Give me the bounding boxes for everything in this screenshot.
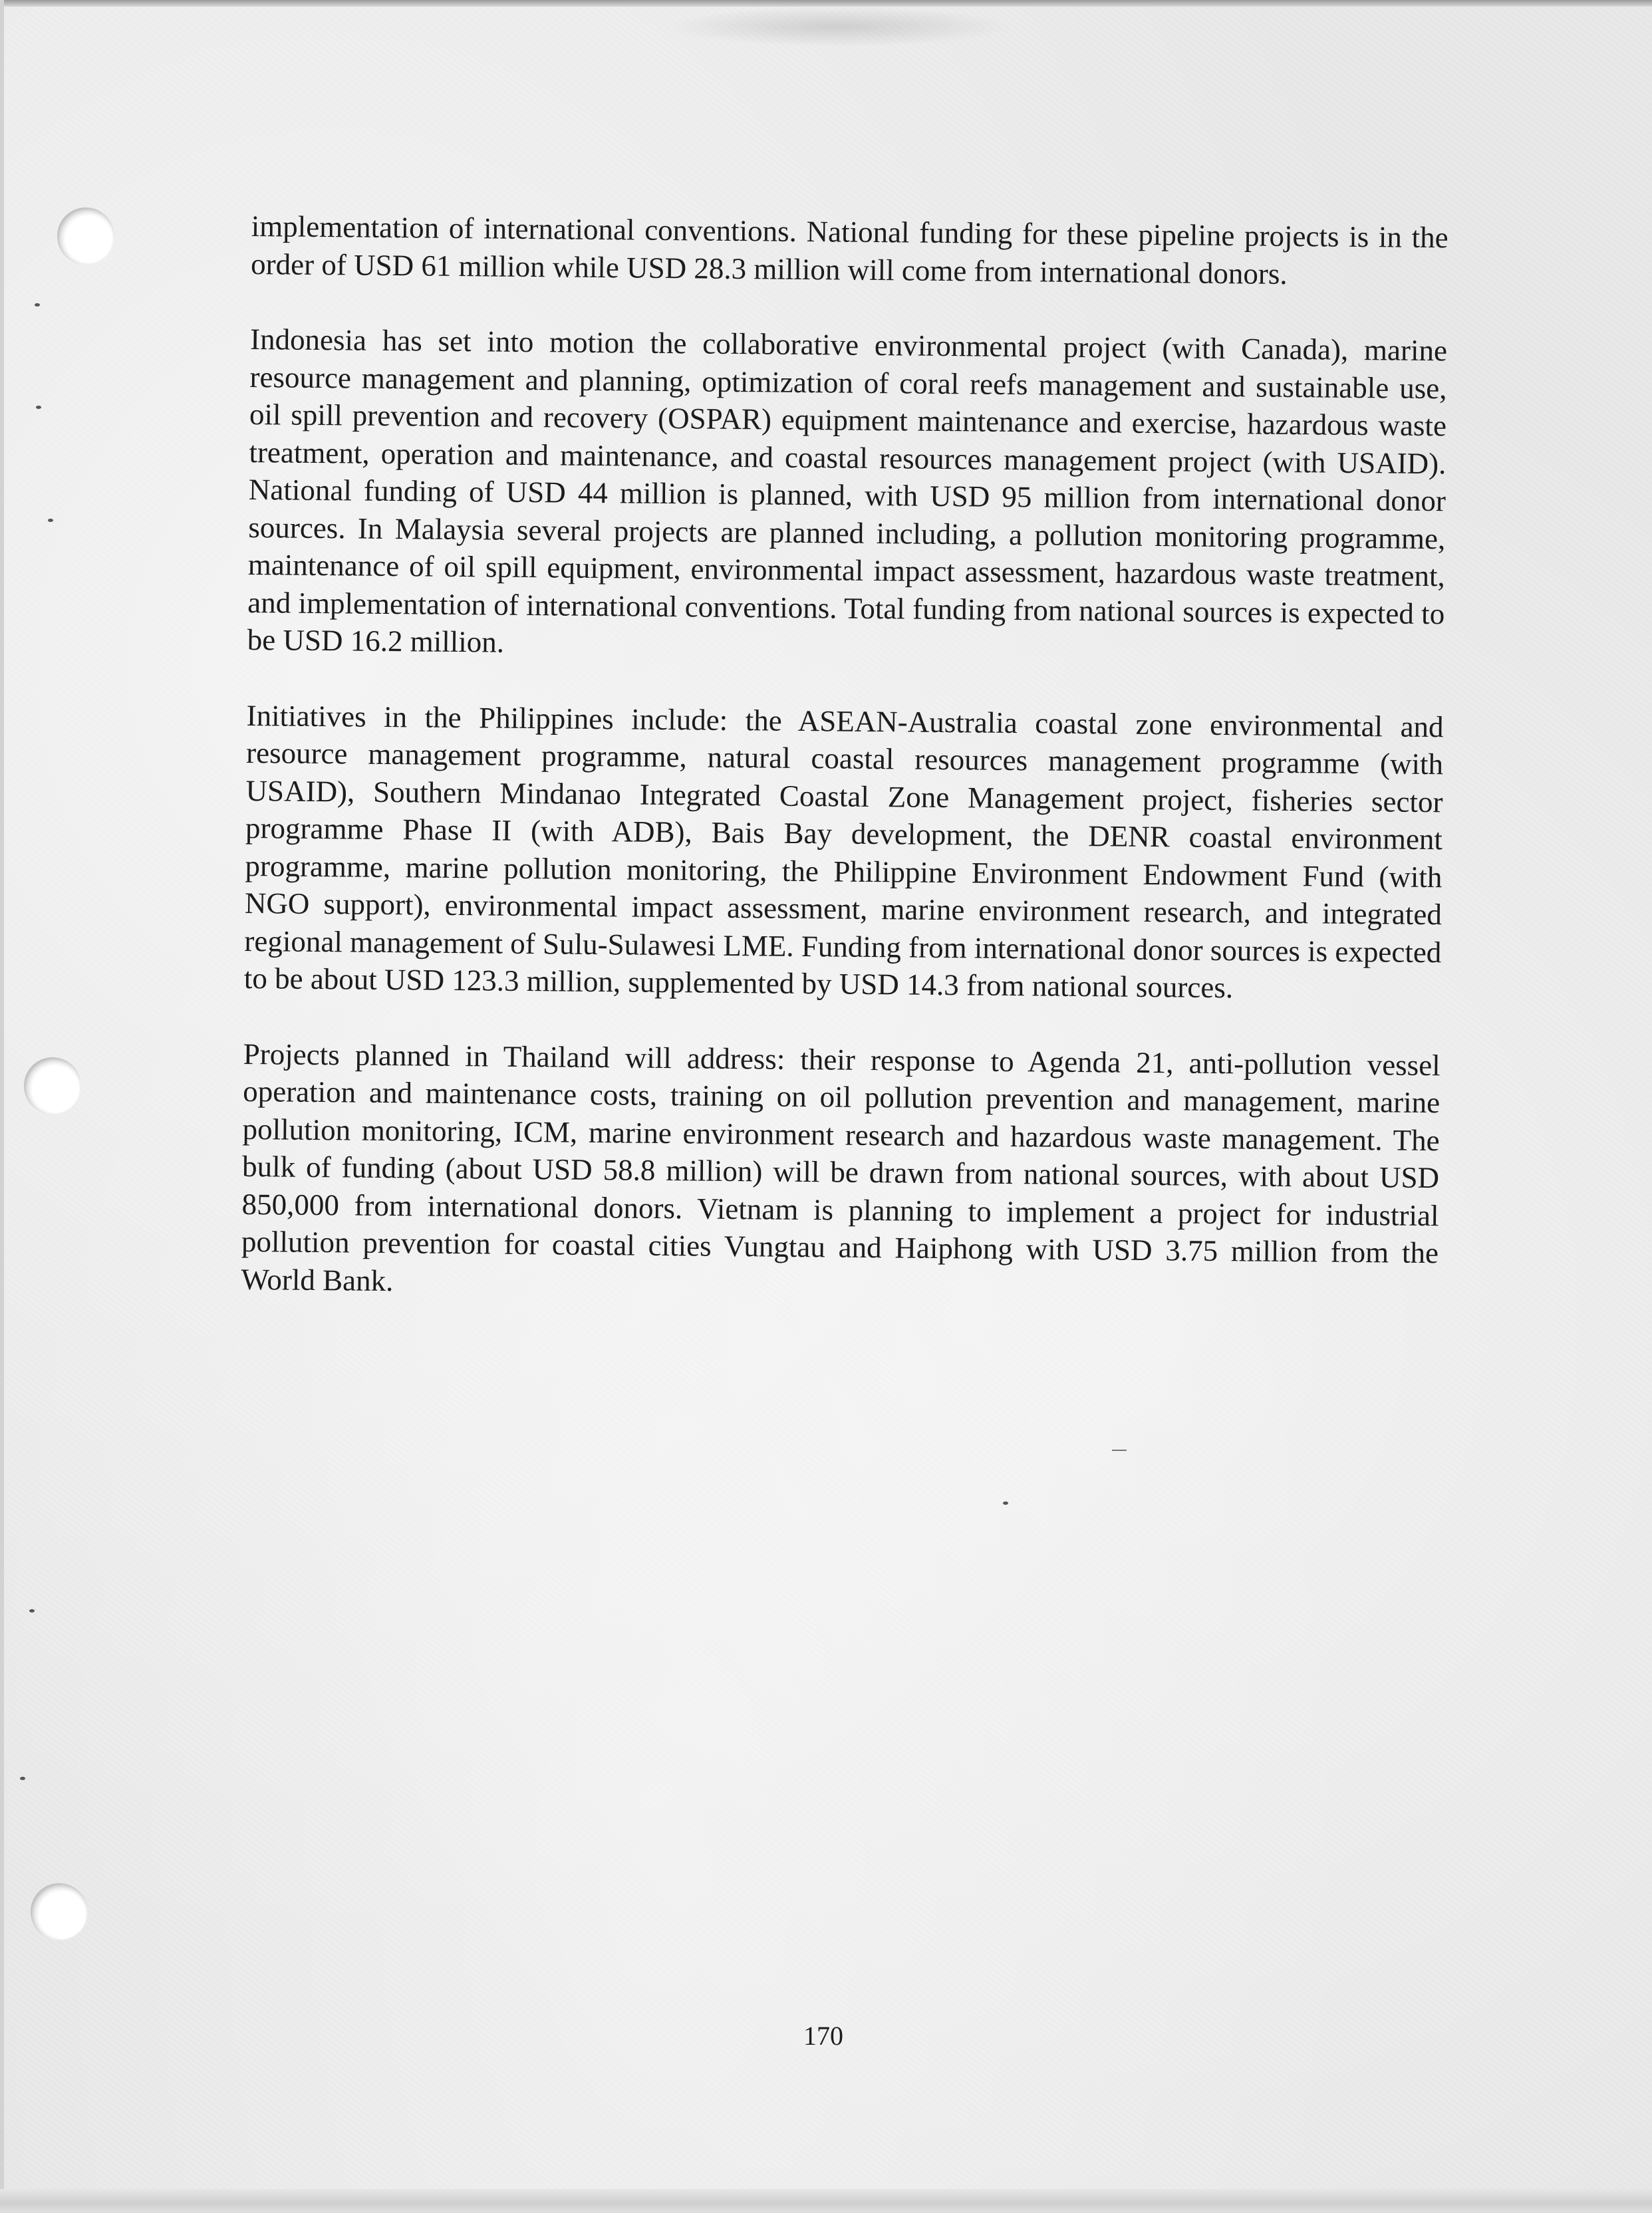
paragraph-thailand-vietnam: Projects planned in Thailand will address: their response to Agenda 21, anti-pollution vessel operation and maintenance costs, training on oil pollution prevention and management, marine pollution monitoring, ICM, marine environment research and hazardous waste management. The bulk of funding (about USD 58.8 million) will be drawn from national sources, with about USD 850,000 from international donors. Vietnam is planning to implement a project for industrial pollution prevention for coastal cities Vungtau and Haiphong with USD 3.75 million from the World Bank. xyxy=(241,1037,1441,1297)
paragraph-indonesia-malaysia: Indonesia has set into motion the collaborative environmental project (with Canada), marine resource management and planning, optimization of coral reefs management and sustainable use, oil spill prevention and recovery (OSPAR) equipment maintenance and exercise, hazardous waste treatment, operation and maintenance, and coastal resources management project (with USAID). National funding of USD 44 million is planned, with USD 95 million from international donor sources. In Malaysia several projects are planned including, a pollution monitoring programme, maintenance of oil spill equipment, environmental impact assessment, hazardous waste treatment, and implementation of international conventions. Total funding from national sources is expected to be USD 16.2 million. xyxy=(247,322,1448,659)
paragraph-philippines: Initiatives in the Philippines include: the ASEAN-Australia coastal zone environmental and resource management programme, natural coastal resources management programme (with USAID), Southern Mindanao Integrated Coastal Zone Management project, fisheries sector programme Phase II (with ADB), Bais Bay development, the DENR coastal environment programme, marine pollution monitoring, the Philippine Environment Endowment Fund (with NGO support), environmental impact assessment, marine environment research, and integrated regional management of Sulu-Sulawesi LME. Funding from international donor sources is expected to be about USD 123.3 million, supplemented by USD 14.3 from national sources. xyxy=(243,698,1444,1005)
scan-speck xyxy=(48,519,53,522)
body-text xyxy=(241,207,1448,1347)
stray-mark xyxy=(1112,1450,1127,1451)
faded-stamp-smudge xyxy=(665,7,1011,47)
scan-speck xyxy=(1003,1501,1008,1505)
punch-hole-icon xyxy=(24,1057,81,1114)
paragraph-pipeline-funding: implementation of international conventions. National funding for these pipeline projects is in the order of USD 61 million while USD 28.3 million will come from international donors. xyxy=(250,209,1448,291)
scan-speck xyxy=(35,303,40,307)
page-number: 170 xyxy=(803,2021,843,2051)
scan-speck xyxy=(29,1609,35,1613)
scan-speck xyxy=(36,406,41,409)
scan-speck xyxy=(20,1777,25,1780)
page-left-edge xyxy=(0,0,4,2213)
punch-hole-icon xyxy=(57,207,114,265)
page-bottom-edge xyxy=(0,2189,1652,2213)
punch-hole-icon xyxy=(31,1883,88,1940)
page-top-edge xyxy=(0,0,1652,7)
